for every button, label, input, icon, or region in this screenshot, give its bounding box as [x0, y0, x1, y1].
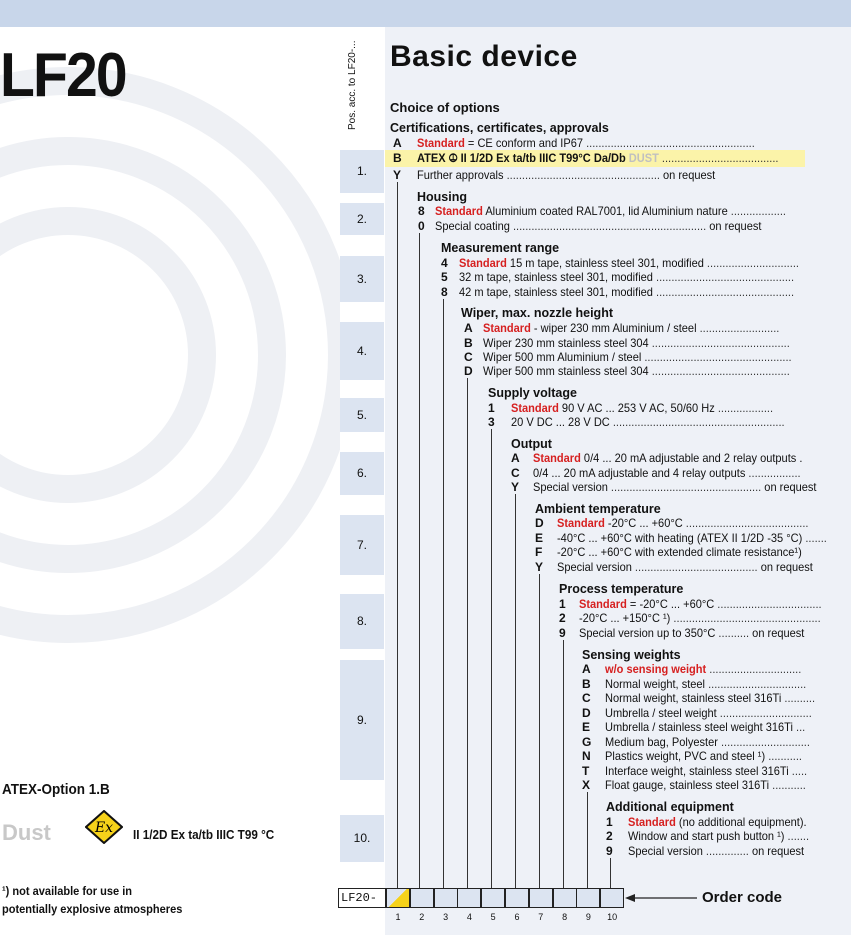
leader-dots: ..........................	[696, 321, 780, 335]
option-description: Special coating	[435, 219, 510, 233]
leader-dots: .............................................	[652, 270, 795, 284]
option-code: D	[464, 364, 473, 378]
option-code: A	[582, 662, 591, 676]
footnote-line1: ¹) not available for use in	[2, 884, 133, 898]
order-code-box[interactable]	[576, 888, 600, 908]
standard-label: Standard	[435, 204, 483, 218]
option-description: Wiper 500 mm Aluminium / steel	[483, 350, 642, 364]
option-description: Plastics weight, PVC and steel ¹)	[605, 749, 766, 763]
option-text	[557, 545, 802, 559]
section-heading: Certifications, certificates, approvals	[390, 121, 609, 135]
option-text	[483, 350, 792, 364]
section-number: 10.	[340, 815, 384, 862]
column-connector	[467, 378, 468, 888]
order-index: 5	[490, 912, 496, 922]
leader-dots: ..........	[715, 626, 750, 640]
option-code: G	[582, 735, 592, 749]
option-text	[483, 364, 790, 378]
option-text	[605, 778, 806, 792]
option-code: Y	[535, 560, 544, 574]
option-text	[533, 480, 816, 494]
standard-label: Standard	[533, 451, 581, 465]
option-description: Float gauge, stainless steel 316Ti	[605, 778, 770, 792]
option-text	[417, 136, 755, 150]
order-code-box[interactable]	[600, 888, 624, 908]
leader-dots: .....	[788, 764, 808, 778]
section-heading: Additional equipment	[606, 800, 734, 814]
option-text	[435, 219, 761, 233]
section-heading: Supply voltage	[488, 386, 577, 400]
section-number: 9.	[340, 660, 384, 780]
section-number: 6.	[340, 452, 384, 495]
option-text	[483, 321, 779, 335]
option-text	[605, 691, 815, 705]
option-text	[417, 168, 715, 182]
order-index: 4	[466, 912, 472, 922]
option-code: C	[511, 466, 520, 480]
option-code: T	[582, 764, 590, 778]
section-heading: Measurement range	[441, 241, 560, 255]
option-description: 0/4 ... 20 mA adjustable and 4 relay outputs	[533, 466, 746, 480]
footnote	[2, 882, 182, 918]
order-code-box[interactable]	[410, 888, 434, 908]
leader-dots: ..............................	[703, 256, 799, 270]
order-code-box[interactable]	[505, 888, 529, 908]
section-number: 4.	[340, 322, 384, 380]
leader-dots: .............................................	[648, 336, 790, 350]
leader-dots: ...........	[769, 778, 806, 792]
ex-hexagon-icon	[85, 810, 123, 844]
leader-dots: .......	[802, 531, 827, 545]
leader-dots: ..............................	[716, 706, 812, 720]
option-text	[605, 706, 812, 720]
column-connector	[515, 494, 516, 888]
option-text	[605, 749, 802, 763]
leader-dots: ..................................................	[503, 168, 660, 182]
section-heading: Process temperature	[559, 582, 684, 596]
option-code: E	[535, 531, 544, 545]
option-description: 15 m tape, stainless steel 301, modified	[509, 256, 704, 270]
on-request-label: on request	[659, 168, 716, 182]
option-code: A	[393, 136, 402, 150]
order-index: 9	[585, 912, 591, 922]
background-swirl	[0, 27, 340, 935]
leader-dots: ..................	[714, 401, 774, 415]
atex-option-label: ATEX-Option 1.B	[2, 781, 110, 798]
order-index: 7	[538, 912, 544, 922]
leader-dots: ...........	[765, 749, 802, 763]
option-code: D	[535, 516, 544, 530]
option-text	[533, 451, 802, 465]
option-text	[459, 256, 799, 270]
option-code: A	[464, 321, 473, 335]
leader-dots: ..................................	[714, 597, 822, 611]
section-heading: Output	[511, 437, 552, 451]
option-text	[605, 720, 805, 734]
leader-dots: ..........	[781, 691, 816, 705]
dust-tag: DUST	[625, 151, 659, 165]
leader-dots: ...............................................................	[509, 219, 707, 233]
leader-dots: .............................................	[648, 364, 790, 378]
leader-dots: ........................................	[631, 560, 758, 574]
option-code: B	[464, 336, 473, 350]
option-description: 32 m tape, stainless steel 301, modified	[459, 270, 653, 284]
option-code: 4	[441, 256, 448, 270]
option-description: -20°C ... +150°C ¹)	[579, 611, 671, 625]
leader-dots: ........................................	[682, 516, 809, 530]
leader-dots: ................................................	[641, 350, 792, 364]
option-description: Special version	[557, 560, 632, 574]
option-description: (no additional equipment).	[678, 815, 807, 829]
standard-label: Standard	[628, 815, 676, 829]
option-code: 9	[559, 626, 566, 640]
option-text	[533, 466, 801, 480]
option-description: = CE conform and IP67	[467, 136, 584, 150]
svg-text:Ex: Ex	[94, 820, 114, 836]
option-code: D	[582, 706, 591, 720]
option-code: 1	[559, 597, 566, 611]
option-description: Special version	[533, 480, 608, 494]
option-description: Further approvals	[417, 168, 504, 182]
option-text	[435, 204, 786, 218]
leader-dots: .............................	[717, 735, 810, 749]
option-description: Interface weight, stainless steel 316Ti	[605, 764, 789, 778]
standard-label: Standard	[483, 321, 531, 335]
section-heading: Housing	[417, 190, 467, 204]
option-description: - wiper 230 mm Aluminium / steel	[533, 321, 697, 335]
option-description: 42 m tape, stainless steel 301, modified	[459, 285, 653, 299]
standard-label: Standard	[511, 401, 559, 415]
option-text	[628, 844, 804, 858]
on-request-label: on request	[761, 480, 817, 494]
option-description: 0/4 ... 20 mA adjustable and 2 relay outputs .	[583, 451, 803, 465]
option-text	[605, 735, 810, 749]
column-connector	[443, 299, 444, 888]
option-text	[483, 336, 790, 350]
option-code: Y	[511, 480, 520, 494]
option-description: Window and start push button ¹)	[628, 829, 785, 843]
option-code: F	[535, 545, 543, 559]
option-text	[579, 597, 822, 611]
section-number: 1.	[340, 150, 384, 193]
dust-label: Dust	[2, 820, 51, 845]
column-connector	[563, 640, 564, 888]
option-description: = -20°C ... +60°C	[629, 597, 715, 611]
leader-dots: .......	[784, 829, 810, 843]
option-description: Normal weight, steel	[605, 677, 706, 691]
option-code: C	[464, 350, 473, 364]
option-code: 2	[606, 829, 613, 843]
option-text	[511, 415, 785, 429]
option-text	[459, 285, 794, 299]
option-text	[628, 815, 807, 829]
choice-heading: Choice of options	[390, 100, 500, 115]
option-text	[459, 270, 794, 284]
section-heading: Wiper, max. nozzle height	[461, 306, 613, 320]
on-request-label: on request	[706, 219, 762, 233]
standard-label: Standard	[579, 597, 627, 611]
option-code: 2	[559, 611, 566, 625]
option-text	[557, 560, 813, 574]
order-index: 6	[514, 912, 520, 922]
column-connector	[419, 233, 420, 888]
option-description: ATEX ⦹ II 1/2D Ex ta/tb IIIC T99°C Da/Db	[417, 151, 626, 165]
option-code: 0	[418, 219, 425, 233]
leader-dots: ..............................	[709, 662, 802, 676]
option-text	[557, 531, 827, 545]
section-heading: Sensing weights	[582, 648, 681, 662]
option-description: Aluminium coated RAL7001, lid Aluminium nature	[485, 204, 728, 218]
order-code-label: Order code	[702, 889, 783, 906]
option-code: B	[393, 151, 402, 165]
order-code-box[interactable]	[529, 888, 553, 908]
leader-dots: .................................................	[607, 480, 762, 494]
option-text	[605, 662, 801, 676]
column-connector	[587, 792, 588, 888]
option-code: E	[582, 720, 591, 734]
option-code: C	[582, 691, 591, 705]
leader-dots: .......................................................	[583, 136, 755, 150]
option-text	[579, 611, 821, 625]
option-code: Y	[393, 168, 402, 182]
option-code: N	[582, 749, 591, 763]
option-text	[417, 151, 778, 166]
option-description: Medium bag, Polyester	[605, 735, 718, 749]
option-description: Special version	[628, 844, 703, 858]
option-description: Normal weight, stainless steel 316Ti	[605, 691, 782, 705]
on-request-label: on request	[749, 626, 805, 640]
product-name: LF20	[0, 41, 126, 110]
option-description: Special version up to 350°C	[579, 626, 716, 640]
section-number: 7.	[340, 515, 384, 575]
page-title: Basic device	[390, 40, 578, 73]
standard-label: Standard	[459, 256, 507, 270]
option-code: 8	[441, 285, 448, 299]
order-index: 3	[443, 912, 449, 922]
column-connector	[397, 182, 398, 888]
top-bar	[0, 0, 851, 27]
order-index: 8	[562, 912, 568, 922]
option-description: 20 V DC ... 28 V DC	[511, 415, 610, 429]
column-connector	[491, 429, 492, 888]
standard-label: Standard	[557, 516, 605, 530]
option-description: Umbrella / steel weight	[605, 706, 717, 720]
order-code-box[interactable]	[434, 888, 458, 908]
arrow-left-icon	[625, 890, 700, 906]
order-code-box[interactable]	[386, 888, 410, 908]
option-description: -20°C ... +60°C with extended climate resistance¹)	[557, 545, 802, 559]
option-code: 3	[488, 415, 495, 429]
order-index: 10	[607, 912, 618, 922]
option-code: B	[582, 677, 591, 691]
leader-dots: ..............	[702, 844, 749, 858]
column-connector	[610, 858, 611, 888]
option-text	[511, 401, 773, 415]
option-code: 1	[488, 401, 495, 415]
option-code: A	[511, 451, 520, 465]
option-text	[605, 677, 806, 691]
standard-label: Standard	[417, 136, 465, 150]
option-text	[628, 829, 809, 843]
footnote-line2: potentially explosive atmospheres	[2, 902, 183, 916]
section-number: 3.	[340, 256, 384, 302]
option-description: -20°C ... +60°C	[607, 516, 683, 530]
option-text	[557, 516, 809, 530]
option-code: 5	[441, 270, 448, 284]
option-description: Umbrella / stainless steel weight 316Ti	[605, 720, 793, 734]
option-description: Wiper 230 mm stainless steel 304	[483, 336, 649, 350]
leader-dots: ................................................	[670, 611, 821, 625]
leader-dots: .............................................	[652, 285, 795, 299]
atex-marking: II 1/2D Ex ta/tb IIIC T99 °C	[133, 827, 275, 842]
order-prefix: LF20-	[338, 888, 386, 908]
position-label: Pos. acc. to LF20-...	[347, 40, 358, 130]
order-code-box[interactable]	[481, 888, 505, 908]
order-code-box[interactable]	[457, 888, 481, 908]
option-text	[605, 764, 807, 778]
option-description: Wiper 500 mm stainless steel 304	[483, 364, 649, 378]
section-number: 8.	[340, 594, 384, 649]
on-request-label: on request	[748, 844, 805, 858]
option-code: 8	[418, 204, 425, 218]
leader-dots: ..................	[727, 204, 787, 218]
option-code: 1	[606, 815, 613, 829]
order-index: 2	[419, 912, 425, 922]
section-heading: Ambient temperature	[535, 502, 661, 516]
order-index: 1	[395, 912, 401, 922]
leader-dots: .................	[745, 466, 801, 480]
leader-dots: ........................................................	[609, 415, 785, 429]
option-description: 90 V AC ... 253 V AC, 50/60 Hz	[561, 401, 715, 415]
option-code: 9	[606, 844, 613, 858]
standard-label: w/o sensing weight	[605, 662, 707, 676]
option-code: X	[582, 778, 591, 792]
order-code-box[interactable]	[553, 888, 577, 908]
section-number: 5.	[340, 398, 384, 432]
section-number: 2.	[340, 203, 384, 235]
leader-dots: ......................................	[658, 151, 779, 165]
option-description: -40°C ... +60°C with heating (ATEX II 1/2D -35 °C)	[557, 531, 803, 545]
option-text	[579, 626, 804, 640]
leader-dots: ...	[792, 720, 806, 734]
on-request-label: on request	[757, 560, 813, 574]
leader-dots: ................................	[705, 677, 807, 691]
column-connector	[539, 574, 540, 888]
